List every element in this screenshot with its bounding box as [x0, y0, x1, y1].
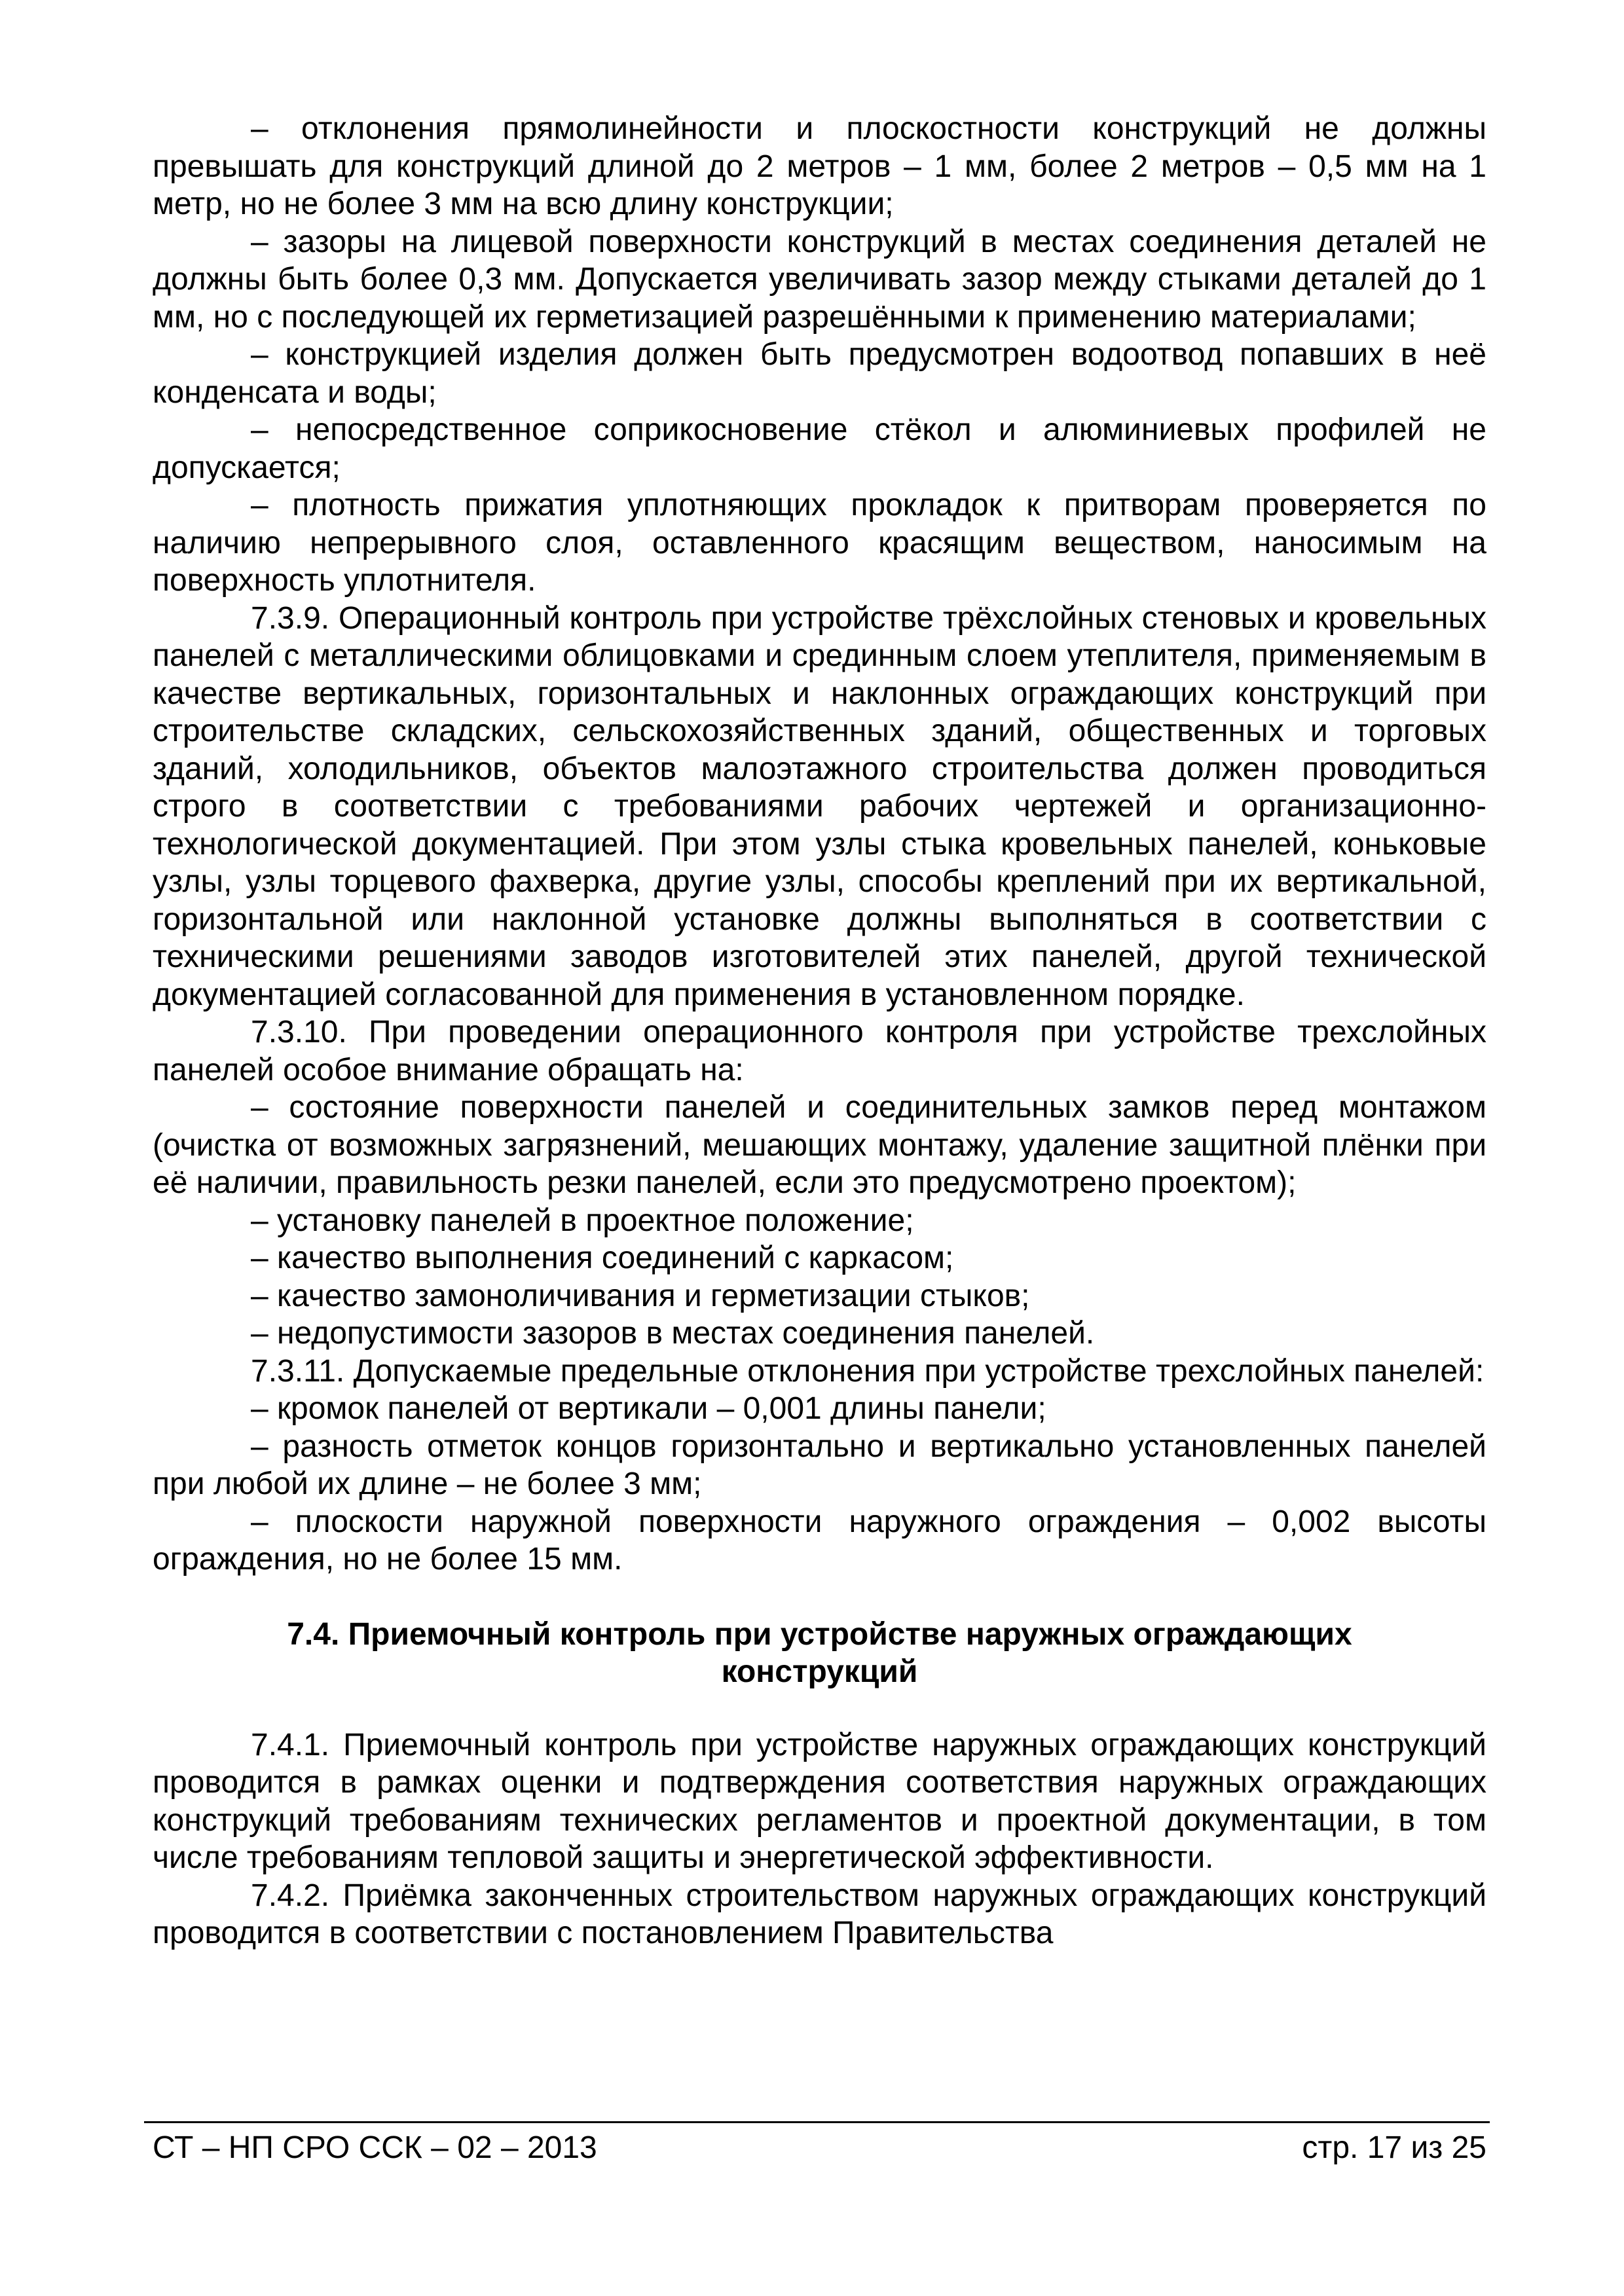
- paragraph-7-4-1: 7.4.1. Приемочный контроль при устройстве наружных ограждающих конструкций проводится в рамках оценки и подтверждения соответствия наружных ограждающих конструкций требованиям технических регламентов и проектной документации, в том числе требованиям тепловой защиты и энергетической эффективности.: [153, 1727, 1486, 1875]
- paragraph: – установку панелей в проектное положение;: [251, 1203, 914, 1238]
- paragraph: – плоскости наружной поверхности наружного ограждения – 0,002 высоты ограждения, но не более 15 мм.: [153, 1504, 1486, 1576]
- paragraph: – зазоры на лицевой поверхности конструкций в местах соединения деталей не должны быть более 0,3 мм. Допускается увеличивать зазор между стыками деталей до 1 мм, но с последующей их герметизацией разрешёнными к применению материалами;: [153, 224, 1486, 335]
- paragraph: – состояние поверхности панелей и соединительных замков перед монтажом (очистка от возможных загрязнений, мешающих монтажу, удаление защитной плёнки при её наличии, правильность резки панелей, если это предусмотрено проектом);: [153, 1090, 1486, 1200]
- section-heading-7-4: 7.4. Приемочный контроль при устройстве наружных ограждающих конструкций: [287, 1616, 1352, 1689]
- footer-divider: [144, 2121, 1490, 2123]
- paragraph: – кромок панелей от вертикали – 0,001 длины панели;: [251, 1391, 1046, 1426]
- paragraph: – конструкцией изделия должен быть предусмотрен водоотвод попавших в неё конденсата и воды;: [153, 337, 1486, 410]
- paragraph: – недопустимости зазоров в местах соединения панелей.: [251, 1316, 1095, 1351]
- page-body: [153, 110, 1486, 1952]
- footer-document-code: СТ – НП СРО ССК – 02 – 2013: [153, 2130, 597, 2165]
- paragraph-7-3-9: 7.3.9. Операционный контроль при устройстве трёхслойных стеновых и кровельных панелей с металлическими облицовками и срединным слоем утеплителя, применяемым в качестве вертикальных, горизонтальных и наклонных ограждающих конструкций при строительстве складских, сельскохозяйственных зданий, общественных и торговых зданий, холодильников, объектов малоэтажного строительства должен проводиться строго в соответствии с требованиями рабочих чертежей и организационно-технологической документацией. При этом узлы стыка кровельных панелей, коньковые узлы, узлы торцевого фахверка, другие узлы, способы креплений при их вертикальной, горизонтальной или наклонной установке должны выполняться в соответствии с техническими решениями заводов изготовителей этих панелей, другой технической документацией согласованной для применения в установленном порядке.: [153, 600, 1486, 1012]
- paragraph: – непосредственное соприкосновение стёкол и алюминиевых профилей не допускается;: [153, 412, 1486, 485]
- paragraph: – качество выполнения соединений с каркасом;: [251, 1241, 954, 1275]
- footer-page-number: стр. 17 из 25: [1302, 2130, 1486, 2165]
- paragraph: – отклонения прямолинейности и плоскостности конструкций не должны превышать для конструкций длиной до 2 метров – 1 мм, более 2 метров – 0,5 мм на 1 метр, но не более 3 мм на всю длину конструкции;: [153, 111, 1486, 221]
- paragraph: – плотность прижатия уплотняющих прокладок к притворам проверяется по наличию непрерывного слоя, оставленного красящим веществом, наносимым на поверхность уплотнителя.: [153, 488, 1486, 598]
- paragraph-7-4-2: 7.4.2. Приёмка законченных строительством наружных ограждающих конструкций проводится в соответствии с постановлением Правительства: [153, 1878, 1486, 1950]
- paragraph: – разность отметок концов горизонтально и вертикально установленных панелей при любой их длине – не более 3 мм;: [153, 1429, 1486, 1501]
- paragraph: – качество замоноличивания и герметизации стыков;: [251, 1278, 1030, 1313]
- paragraph-7-3-10: 7.3.10. При проведении операционного контроля при устройстве трехслойных панелей особое внимание обращать на:: [153, 1015, 1486, 1087]
- paragraph-7-3-11: 7.3.11. Допускаемые предельные отклонения при устройстве трехслойных панелей:: [251, 1353, 1485, 1389]
